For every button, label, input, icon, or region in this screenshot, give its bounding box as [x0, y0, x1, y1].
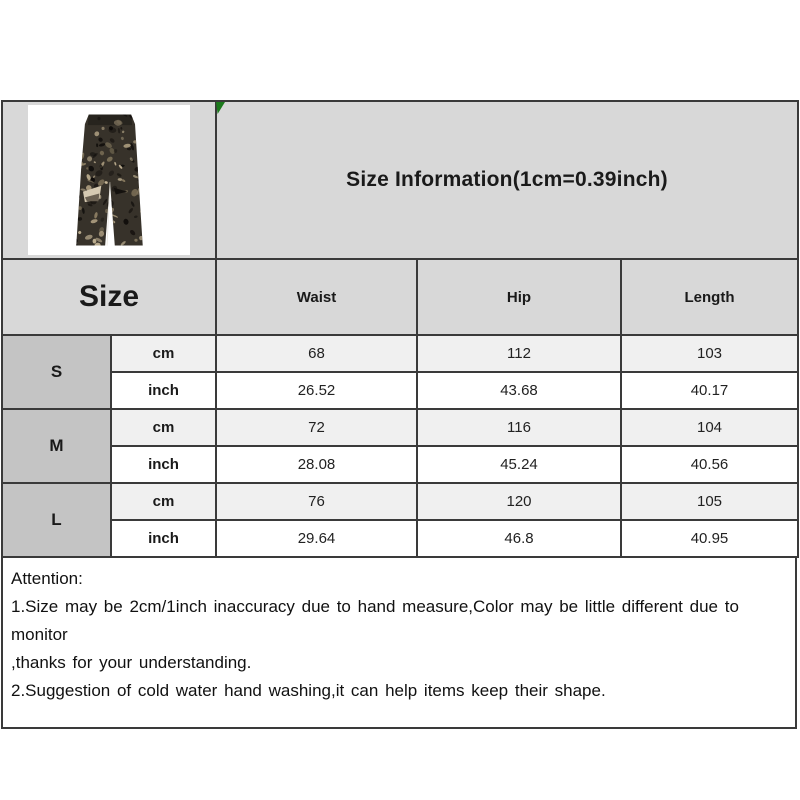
table-row-l-inch: [2, 520, 798, 557]
value-l-hip-inch: 46.8: [417, 520, 621, 557]
value-l-length-inch: 40.95: [621, 520, 798, 557]
unit-cell-cm: cm: [111, 483, 216, 520]
column-header-hip: Hip: [417, 259, 621, 335]
table-row-s-inch: [2, 372, 798, 409]
size-column-header: Size: [2, 259, 216, 335]
value-s-length-inch: 40.17: [621, 372, 798, 409]
size-cell-s: S: [2, 335, 111, 409]
column-header-length: Length: [621, 259, 798, 335]
unit-cell-inch: inch: [111, 372, 216, 409]
image-title-row: [2, 101, 798, 259]
value-m-waist-inch: 28.08: [216, 446, 417, 483]
value-l-waist-cm: 76: [216, 483, 417, 520]
value-m-hip-inch: 45.24: [417, 446, 621, 483]
attention-note-1-line-1: 1.Size may be 2cm/1inch inaccuracy due to hand measure,Color may be little different due to monitor: [11, 597, 739, 644]
value-m-hip-cm: 116: [417, 409, 621, 446]
table-row-l-cm: [2, 483, 798, 520]
column-header-row: [2, 259, 798, 335]
attention-title: Attention:: [11, 569, 83, 588]
pants-illustration: [56, 108, 162, 252]
value-m-waist-cm: 72: [216, 409, 417, 446]
size-information-title: Size Information(1cm=0.39inch): [216, 101, 798, 259]
value-l-hip-cm: 120: [417, 483, 621, 520]
table-row-s-cm: [2, 335, 798, 372]
unit-cell-cm: cm: [111, 409, 216, 446]
size-table: [1, 100, 799, 558]
unit-cell-cm: cm: [111, 335, 216, 372]
value-s-hip-cm: 112: [417, 335, 621, 372]
size-cell-m: M: [2, 409, 111, 483]
value-l-length-cm: 105: [621, 483, 798, 520]
value-s-waist-cm: 68: [216, 335, 417, 372]
unit-cell-inch: inch: [111, 446, 216, 483]
value-l-waist-inch: 29.64: [216, 520, 417, 557]
table-row-m-cm: [2, 409, 798, 446]
attention-note-1-line-2: ,thanks for your understanding.: [11, 653, 252, 672]
value-m-length-inch: 40.56: [621, 446, 798, 483]
product-image-cell: [2, 101, 216, 259]
value-m-length-cm: 104: [621, 409, 798, 446]
column-header-waist: Waist: [216, 259, 417, 335]
value-s-hip-inch: 43.68: [417, 372, 621, 409]
size-cell-l: L: [2, 483, 111, 557]
value-s-length-cm: 103: [621, 335, 798, 372]
value-s-waist-inch: 26.52: [216, 372, 417, 409]
unit-cell-inch: inch: [111, 520, 216, 557]
size-table-wrapper: [1, 100, 797, 729]
attention-notes: [1, 558, 797, 729]
table-row-m-inch: [2, 446, 798, 483]
product-image: [28, 105, 190, 255]
attention-note-2: 2.Suggestion of cold water hand washing,it can help items keep their shape.: [11, 681, 606, 700]
